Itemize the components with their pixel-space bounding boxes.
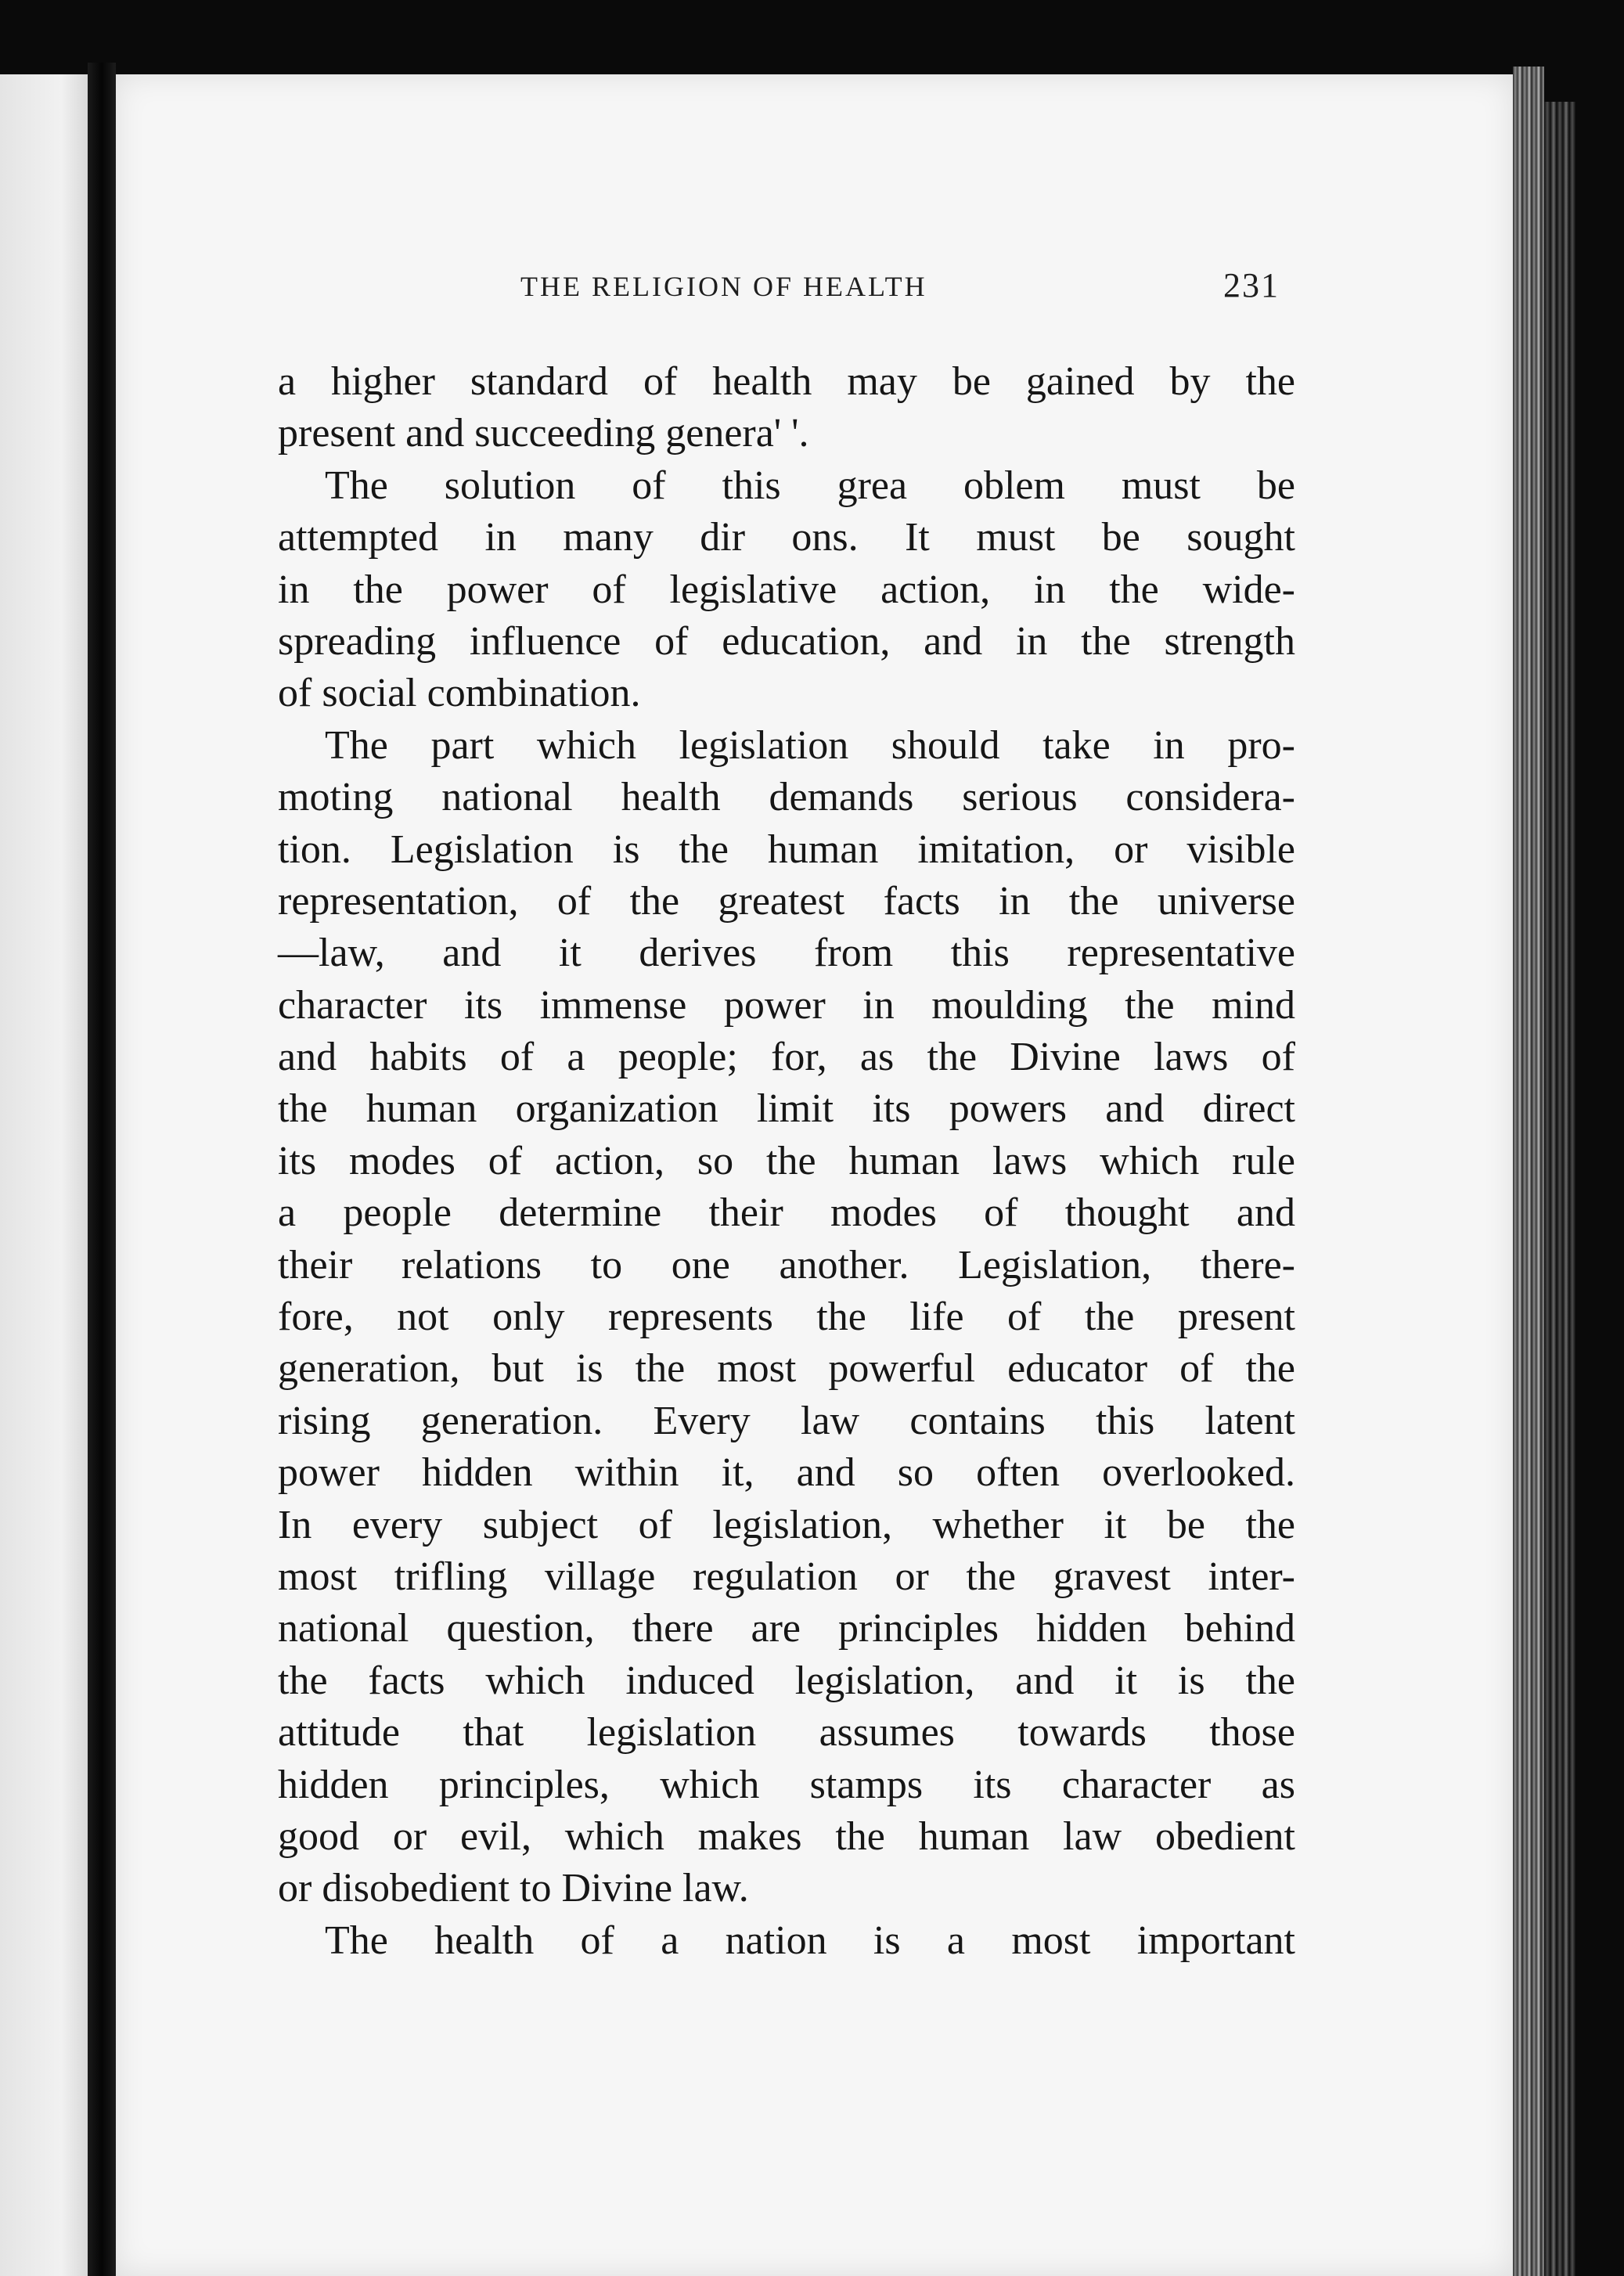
text-line: their relations to one another. Legislation, there- [278,1242,1295,1287]
body-text [278,356,1295,1967]
text-line: attitude that legislation assumes towards those [278,1710,1295,1756]
text-line: the facts which induced legislation, and it is the [278,1658,1295,1703]
text-line: attempted in many dir ons. It must be sought [278,515,1295,560]
text-line: tion. Legislation is the human imitation, or visible [278,826,1295,872]
text-line: or disobedient to Divine law. [278,1866,749,1911]
text-line: power hidden within it, and so often overlooked. [278,1450,1295,1496]
text-line: and habits of a people; for, as the Divine laws of [278,1035,1295,1080]
text-line: representation, of the greatest facts in the universe [278,878,1295,924]
text-line: the human organization limit its powers and direct [278,1086,1295,1132]
text-line: present and succeeding genera' '. [278,411,809,456]
running-title: THE RELIGION OF HEALTH [520,271,927,302]
text-line: national question, there are principles hidden behind [278,1606,1295,1651]
text-line: of social combination. [278,671,641,716]
text-line: In every subject of legislation, whether it be the [278,1502,1295,1547]
text-line: moting national health demands serious considera- [278,775,1295,820]
page-number: 231 [1223,266,1280,304]
text-line: hidden principles, which stamps its character as [278,1762,1295,1807]
running-head [520,266,1280,317]
page-edges [1513,67,1544,2276]
text-line: a higher standard of health may be gained by the [278,359,1295,404]
book-gutter [88,63,116,2276]
paragraph-start-line: The solution of this grea oblem must be [325,463,1295,508]
paragraph-start-line: The health of a nation is a most important [325,1918,1295,1963]
text-line: generation, but is the most powerful educator of the [278,1346,1295,1392]
text-line: —law, and it derives from this representative [278,931,1295,976]
text-line: its modes of action, so the human laws which rule [278,1138,1295,1183]
left-facing-page [0,74,88,2276]
text-line: a people determine their modes of thought and [278,1190,1295,1236]
text-line: in the power of legislative action, in the wide- [278,567,1295,612]
text-line: rising generation. Every law contains this latent [278,1398,1295,1443]
text-line: spreading influence of education, and in the strength [278,618,1295,664]
paragraph-start-line: The part which legislation should take in pro- [325,722,1295,768]
text-line: good or evil, which makes the human law obedient [278,1813,1295,1859]
text-line: fore, not only represents the life of the present [278,1295,1295,1340]
book-cover-edge [1544,102,1575,2276]
text-line: most trifling village regulation or the gravest inter- [278,1554,1295,1599]
text-line: character its immense power in moulding the mind [278,982,1295,1028]
